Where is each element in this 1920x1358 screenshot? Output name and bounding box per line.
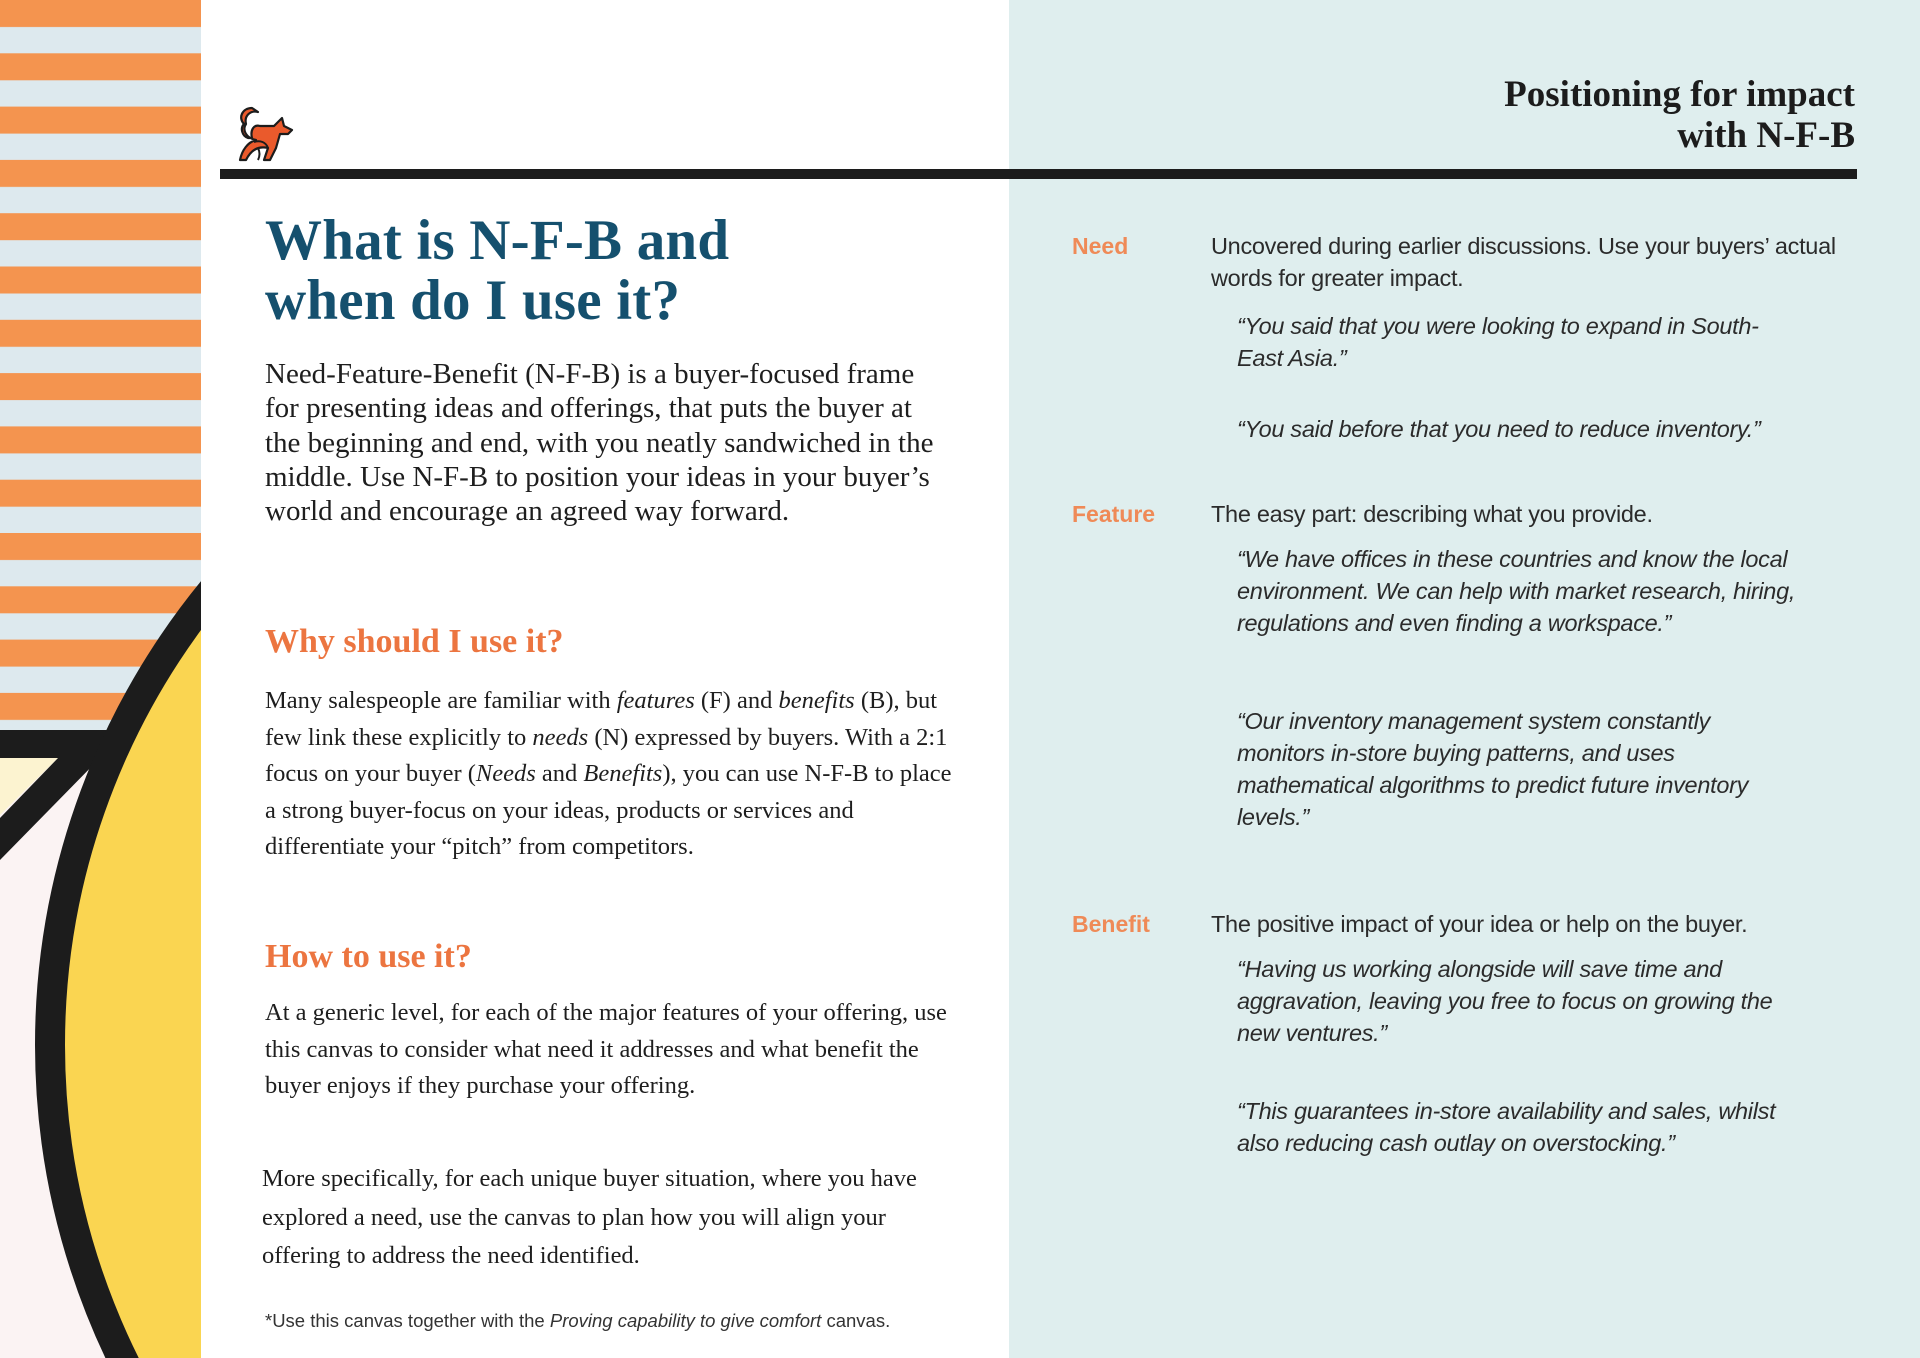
decorative-side-graphic (0, 0, 201, 1358)
header-rule (220, 169, 1857, 179)
stripe-pattern (0, 0, 201, 730)
nfb-description: Uncovered during earlier discussions. Use your buyers’ actual words for greater impact. (1211, 233, 1836, 291)
text-run: ), you can use N-F-B to place a strong buyer-focus on your ideas, products or services and differentiate your “pitch” from competitors. (265, 760, 952, 861)
nfb-quote: “You said before that you need to reduce inventory.” (1237, 416, 1761, 442)
why-heading: Why should I use it? (265, 623, 564, 660)
intro-paragraph: Need-Feature-Benefit (N-F-B) is a buyer-focused frame for presenting ideas and offerings, that puts the buyer at the beginning and end, with you neatly sandwiched in the middle. Use N-F-B to position your ideas in your buyer’s world and encourage an agreed way forward. (265, 358, 934, 528)
nfb-quote: “Having us working alongside will save time and aggravation, leaving you free to focus on growing the new ventures.” (1237, 956, 1773, 1046)
header-title-line2: with N-F-B (1677, 115, 1855, 156)
why-paragraph (265, 683, 965, 866)
how-paragraph-2: More specifically, for each unique buyer situation, where you have explored a need, use the canvas to plan how you will align your offering to address the need identified. (262, 1165, 917, 1269)
text-run: *Use this canvas together with the (265, 1310, 550, 1331)
how-heading: How to use it? (265, 938, 472, 975)
how-paragraph-1: At a generic level, for each of the major features of your offering, use this canvas to consider what need it addresses and what benefit the buyer enjoys if they purchase your offering. (265, 999, 947, 1100)
text-run: canvas. (821, 1310, 891, 1331)
nfb-description: The positive impact of your idea or help on the buyer. (1211, 911, 1748, 937)
nfb-label: Need (1072, 233, 1129, 259)
text-run: Many salespeople are familiar with (265, 687, 617, 714)
main-title-line2: when do I use it? (265, 269, 681, 332)
nfb-label: Feature (1072, 501, 1156, 527)
text-run: (N) expressed by buyers. With a 2:1 focus on your buyer ( (265, 723, 948, 788)
nfb-quote: “You said that you were looking to expand in South-East Asia.” (1237, 313, 1759, 371)
emphasis-benefits: benefits (778, 687, 855, 714)
emphasis-needs: Needs (475, 760, 536, 788)
nfb-label: Benefit (1072, 911, 1150, 937)
header-title-line1: Positioning for impact (1504, 74, 1855, 115)
text-run: (B), but few link these explicitly to (265, 687, 938, 751)
canvas-reference: Proving capability to give comfort (549, 1310, 822, 1331)
nfb-quote: “This guarantees in-store availability and sales, whilst also reducing cash outlay on overstocking.” (1237, 1098, 1776, 1156)
text-run: and (535, 760, 584, 788)
nfb-quote: “Our inventory management system constantly monitors in-store buying patterns, and uses mathematical algorithms to predict future inventory levels.” (1237, 708, 1749, 830)
fox-logo-icon (230, 104, 298, 168)
emphasis-benefits: Benefits (583, 760, 663, 788)
emphasis-needs: needs (532, 723, 589, 751)
header-title (1255, 74, 1855, 156)
text-run: (F) and (694, 687, 779, 714)
emphasis-features: features (616, 687, 695, 714)
main-title-line1: What is N-F-B and (265, 209, 730, 272)
main-title (265, 211, 955, 331)
footnote (265, 1309, 955, 1333)
nfb-quote: “We have offices in these countries and know the local environment. We can help with market research, hiring, regulations and even finding a workspace.” (1237, 546, 1796, 636)
nfb-description: The easy part: describing what you provide. (1211, 501, 1653, 527)
